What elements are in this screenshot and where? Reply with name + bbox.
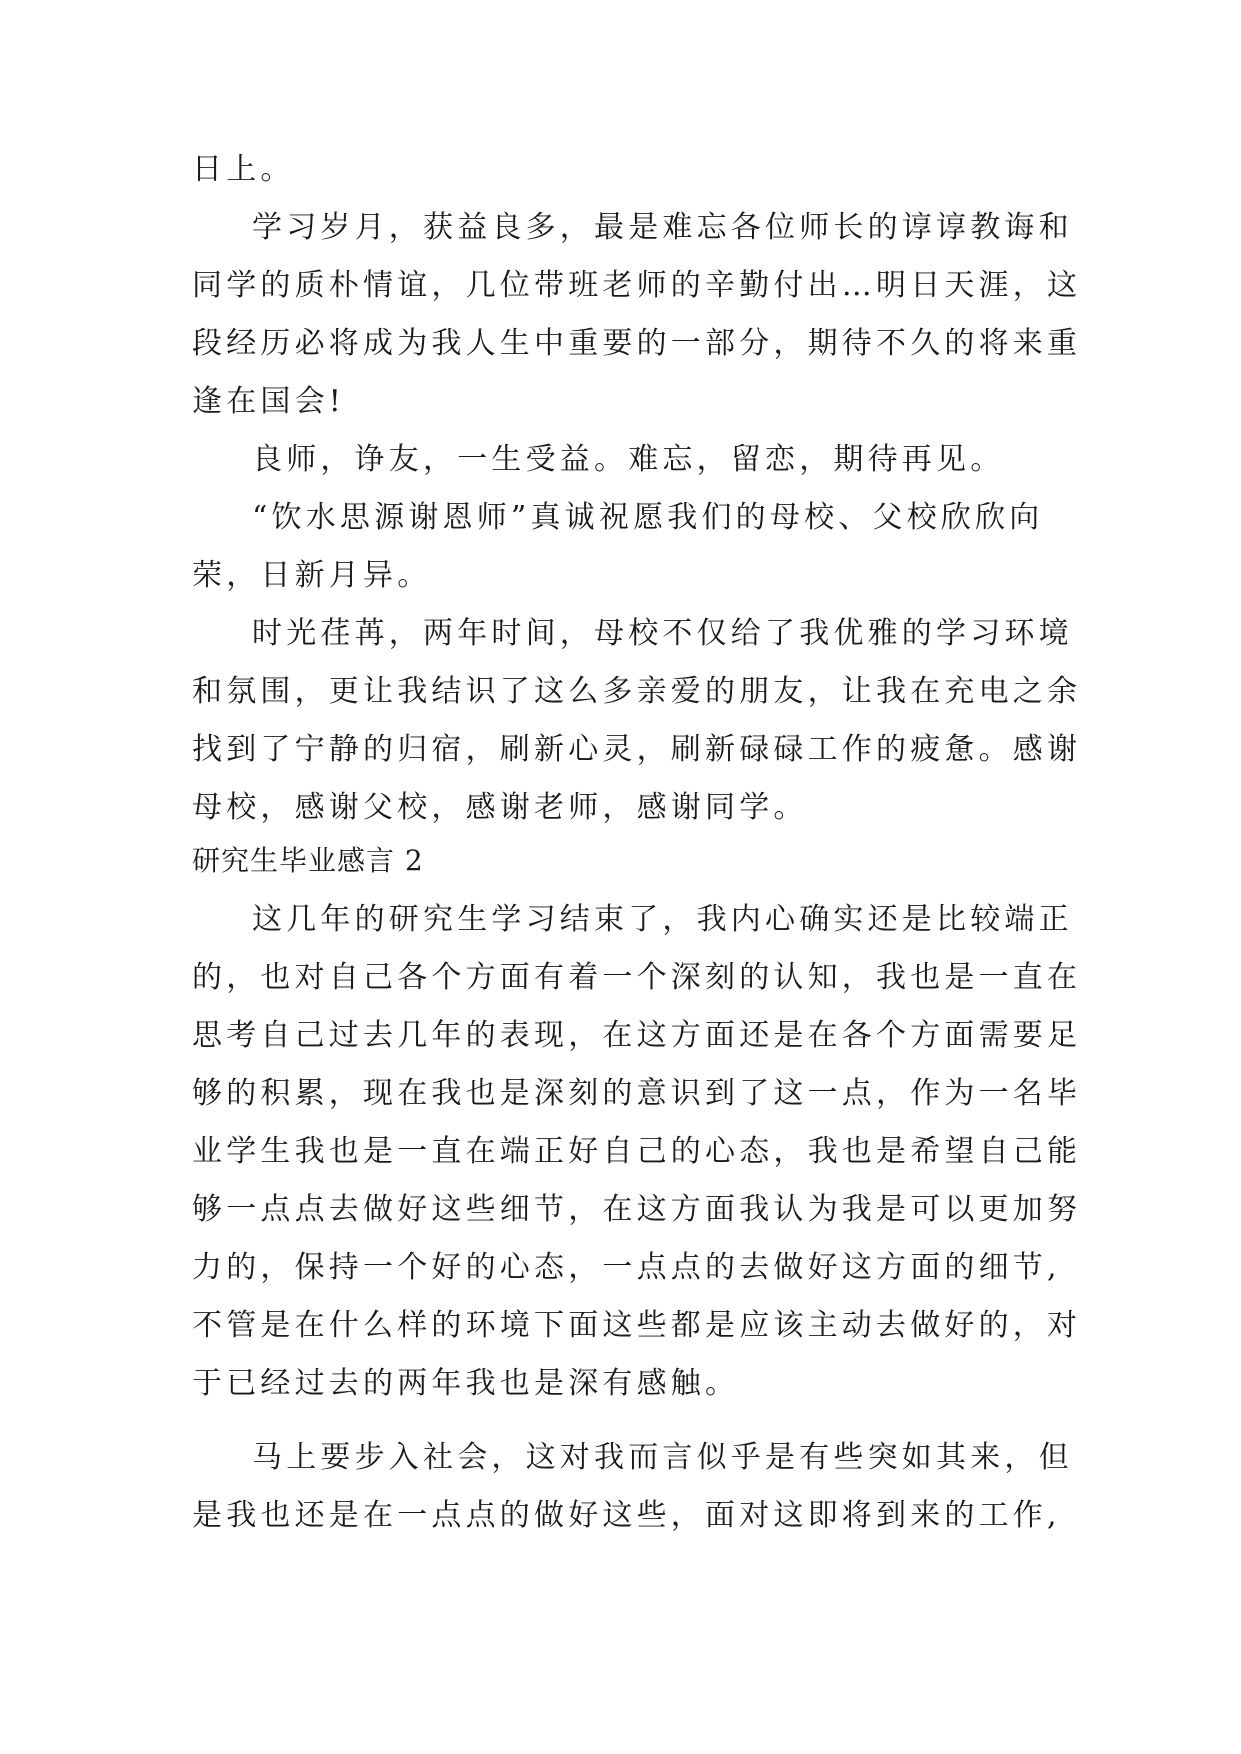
paragraph-line: 够的积累，现在我也是深刻的意识到了这一点，作为一名毕 — [192, 1076, 1082, 1111]
section-heading: 研究生毕业感言 2 — [192, 844, 424, 877]
paragraph-line: 段经历必将成为我人生中重要的一部分，期待不久的将来重 — [192, 326, 1082, 361]
paragraph-line: 的，也对自己各个方面有着一个深刻的认知，我也是一直在 — [192, 960, 1082, 995]
paragraph-line: 这几年的研究生学习结束了，我内心确实还是比较端正 — [252, 902, 1073, 937]
paragraph-line: 母校，感谢父校，感谢老师，感谢同学。 — [192, 790, 808, 825]
paragraph-line: 日上。 — [192, 152, 295, 187]
paragraph-line: 马上要步入社会，这对我而言似乎是有些突如其来，但 — [252, 1440, 1073, 1475]
paragraph-line: 良师，诤友，一生受益。难忘，留恋，期待再见。 — [252, 442, 1005, 477]
paragraph-line: 找到了宁静的归宿，刷新心灵，刷新碌碌工作的疲惫。感谢 — [192, 732, 1082, 767]
paragraph-line: 同学的质朴情谊，几位带班老师的辛勤付出…明日天涯，这 — [192, 268, 1082, 303]
paragraph-line: 逢在国会! — [192, 384, 346, 419]
paragraph-line: 时光荏苒，两年时间，母校不仅给了我优雅的学习环境 — [252, 616, 1073, 651]
paragraph-line: 力的，保持一个好的心态，一点点的去做好这方面的细节, — [192, 1250, 1061, 1285]
paragraph-line: 不管是在什么样的环境下面这些都是应该主动去做好的，对 — [192, 1308, 1082, 1343]
paragraph-line: 够一点点去做好这些细节，在这方面我认为我是可以更加努 — [192, 1192, 1082, 1227]
paragraph-line: “饮水思源谢恩师”真诚祝愿我们的母校、父校欣欣向 — [252, 500, 1044, 535]
paragraph-line: 是我也还是在一点点的做好这些，面对这即将到来的工作, — [192, 1498, 1061, 1533]
paragraph-line: 和氛围，更让我结识了这么多亲爱的朋友，让我在充电之余 — [192, 674, 1082, 709]
paragraph-line: 业学生我也是一直在端正好自己的心态，我也是希望自己能 — [192, 1134, 1082, 1169]
paragraph-line: 学习岁月，获益良多，最是难忘各位师长的谆谆教诲和 — [252, 210, 1073, 245]
paragraph-line: 荣，日新月异。 — [192, 558, 432, 593]
paragraph-line: 思考自己过去几年的表现，在这方面还是在各个方面需要足 — [192, 1018, 1082, 1053]
paragraph-line: 于已经过去的两年我也是深有感触。 — [192, 1366, 740, 1401]
